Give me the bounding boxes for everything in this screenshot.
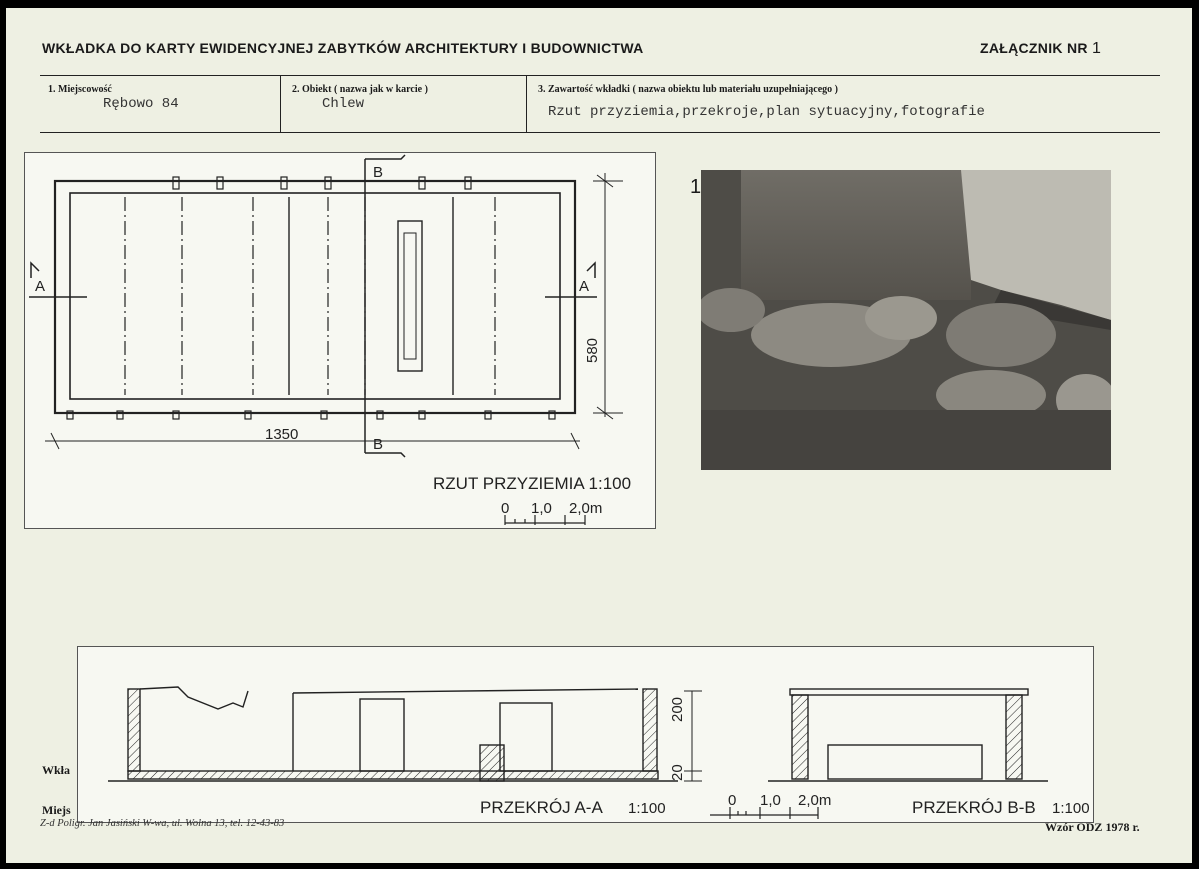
section-mark-a-left: A: [35, 278, 46, 295]
section-mark-a-right: A: [579, 278, 590, 295]
section-bb-wall-left: [792, 695, 808, 779]
stall-partitions: [125, 197, 495, 395]
ground: [701, 410, 1111, 470]
section-aa-title: PRZEKRÓJ A-A: [480, 798, 603, 817]
field-label-object: 2. Obiekt ( nazwa jak w karcie ): [292, 84, 428, 95]
inner-wall: [70, 193, 560, 399]
section-bb-roof: [790, 689, 1028, 695]
dimension-lines: [45, 173, 623, 449]
section-aa-door-1: [360, 699, 404, 771]
sections-svg: [78, 647, 1093, 822]
base-dimension: 20: [669, 764, 686, 781]
section-mark-b-bottom: B: [373, 436, 384, 453]
field-label-contents: 3. Zawartość wkładki ( nazwa obiektu lub materiału uzupełniającego ): [538, 84, 839, 95]
field-value-contents: Rzut przyziemia,przekroje,plan sytuacyjny,fotografie: [548, 104, 985, 120]
section-bb-title: PRZEKRÓJ B-B: [912, 798, 1036, 817]
height-dimension: 200: [669, 696, 686, 722]
form-model: Wzór ODZ 1978 r.: [1045, 820, 1140, 834]
section-mark-b-top: B: [373, 164, 384, 181]
plan-title: RZUT PRZYZIEMIA 1:100: [433, 474, 632, 493]
section-aa-door-2: [500, 703, 552, 771]
scale-label-0: 0: [501, 500, 510, 517]
depth-dimension: 580: [584, 337, 601, 363]
section-aa-ruined-top: [140, 687, 248, 709]
sections-scale-label-1: 1,0: [760, 792, 781, 809]
section-aa-scale: 1:100: [628, 800, 666, 817]
floor-plan-svg: [25, 153, 655, 528]
document-title: WKŁADKA DO KARTY EWIDENCYJNEJ ZABYTKÓW ARCHITEKTURY I BUDOWNICTWA: [42, 40, 644, 56]
field-separator-1: [280, 76, 281, 132]
outer-wall: [55, 181, 575, 413]
sections-scale-label-0: 0: [728, 792, 737, 809]
header-rule-bottom: [40, 132, 1160, 133]
attachment-label: [980, 40, 1101, 58]
top-posts: [173, 177, 471, 189]
scale-label-1: 1,0: [531, 500, 552, 517]
width-dimension: 1350: [265, 426, 299, 443]
section-bb-scale: 1:100: [1052, 800, 1090, 817]
section-line-a: [29, 263, 597, 297]
scale-label-2: 2,0m: [569, 500, 603, 517]
sections-scale-label-2: 2,0m: [798, 792, 832, 809]
section-line-b: [365, 155, 405, 457]
photo-number: 1: [690, 176, 702, 198]
feeding-trough-inner: [404, 233, 416, 359]
foundation-stone-3: [946, 303, 1056, 367]
floor-plan-drawing: [24, 152, 656, 529]
feeding-trough: [398, 221, 422, 371]
foundation-stone-2: [865, 296, 937, 340]
form-tag-locality: Miejs: [42, 803, 71, 817]
section-aa-wall-left: [128, 689, 140, 771]
attachment-label-text: ZAŁĄCZNIK NR: [980, 40, 1088, 56]
form-tag-insert: Wkła: [42, 763, 71, 777]
printer-imprint: Z-d Poligr. Jan Jasiński W-wa, ul. Wolna 13, tel. 12-43-83: [40, 818, 285, 829]
field-separator-2: [526, 76, 527, 132]
attachment-number: 1: [1092, 40, 1102, 57]
section-bb-trough: [828, 745, 982, 779]
field-value-locality: Rębowo 84: [103, 96, 179, 112]
foundation-photo: [701, 170, 1111, 470]
clay-wall: [741, 170, 971, 300]
section-aa-floor: [128, 771, 658, 779]
section-aa-ceiling: [293, 689, 638, 693]
section-aa-wall-right: [643, 689, 657, 771]
sections-drawing: [77, 646, 1094, 823]
photo-svg: [701, 170, 1111, 470]
section-bb-wall-right: [1006, 695, 1022, 779]
field-value-object: Chlew: [322, 96, 365, 112]
field-label-locality: 1. Miejscowość: [48, 84, 112, 95]
header-rule-top: [40, 75, 1160, 76]
